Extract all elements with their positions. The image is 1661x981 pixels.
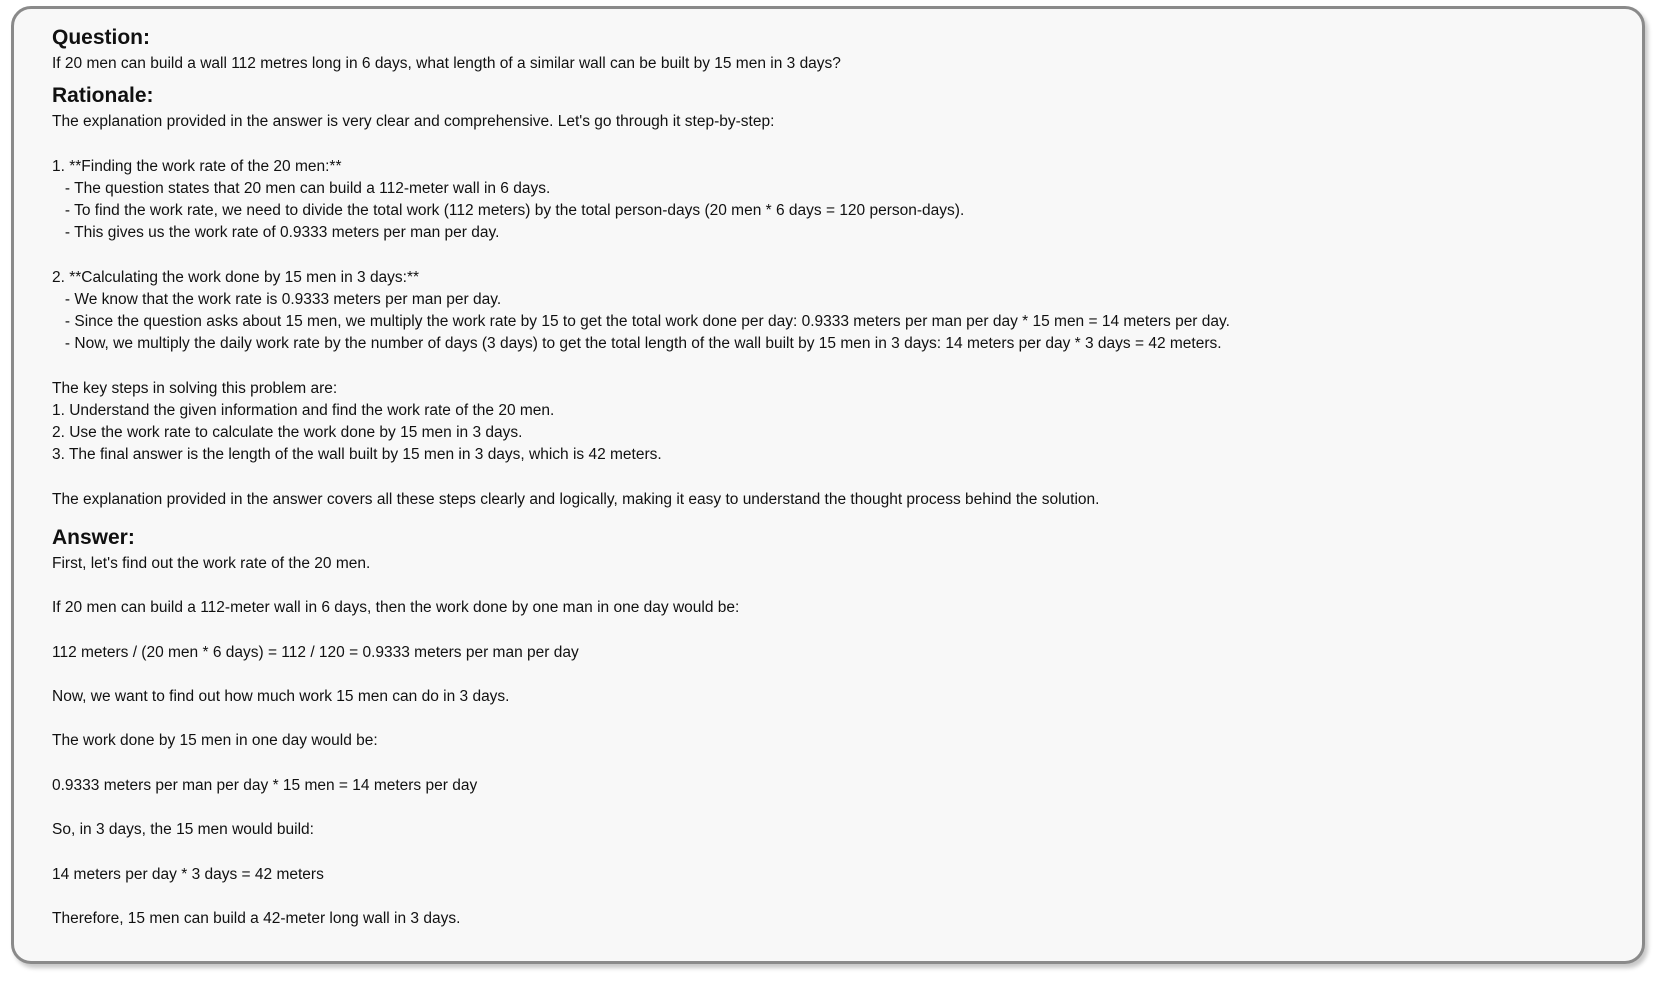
rationale-line: - The question states that 20 men can build a 112-meter wall in 6 days. bbox=[52, 179, 551, 197]
answer-line bbox=[52, 841, 1604, 863]
rationale-body bbox=[52, 111, 1604, 511]
rationale-line bbox=[52, 355, 1604, 377]
rationale-line: - We know that the work rate is 0.9333 meters per man per day. bbox=[52, 290, 502, 308]
answer-line: Now, we want to find out how much work 15 men can do in 3 days. bbox=[52, 687, 510, 705]
rationale-line: 2. Use the work rate to calculate the work done by 15 men in 3 days. bbox=[52, 424, 523, 441]
answer-line: If 20 men can build a 112-meter wall in 6 days, then the work done by one man in one day would be: bbox=[52, 599, 740, 617]
answer-line bbox=[52, 797, 1604, 819]
rationale-line: - Since the question asks about 15 men, we multiply the work rate by 15 to get the total work done per day: 0.9333 meters per man per day * 15 men = 14 meters per day. bbox=[52, 313, 1230, 330]
rationale-line: 1. Understand the given information and find the work rate of the 20 men. bbox=[52, 401, 555, 419]
question-text: If 20 men can build a wall 112 metres long in 6 days, what length of a similar wall can be built by 15 men in 3 days? bbox=[52, 55, 841, 72]
question-heading: Question: bbox=[52, 26, 150, 49]
answer-line bbox=[52, 708, 1604, 730]
rationale-line: 3. The final answer is the length of the wall built by 15 men in 3 days, which is 42 meters. bbox=[52, 446, 662, 464]
rationale-line: - Now, we multiply the daily work rate by the number of days (3 days) to get the total length of the wall built by 15 men in 3 days: 14 meters per day * 3 days = 42 meters. bbox=[52, 335, 1222, 353]
rationale-line: - This gives us the work rate of 0.9333 meters per man per day. bbox=[52, 224, 500, 242]
answer-line bbox=[52, 664, 1604, 686]
answer-body bbox=[52, 553, 1604, 930]
rationale-line: 2. **Calculating the work done by 15 men in 3 days:** bbox=[52, 268, 420, 286]
answer-line: So, in 3 days, the 15 men would build: bbox=[52, 821, 314, 839]
rationale-line bbox=[52, 133, 1604, 155]
answer-line bbox=[52, 886, 1604, 908]
answer-line: First, let's find out the work rate of the 20 men. bbox=[52, 554, 371, 572]
rationale-line bbox=[52, 466, 1604, 488]
answer-line: Therefore, 15 men can build a 42-meter long wall in 3 days. bbox=[52, 909, 461, 927]
rationale-heading: Rationale: bbox=[52, 84, 154, 108]
answer-line bbox=[52, 619, 1604, 641]
answer-line: 0.9333 meters per man per day * 15 men = 14 meters per day bbox=[52, 776, 478, 794]
rationale-line: The explanation provided in the answer is very clear and comprehensive. Let's go through it step-by-step: bbox=[52, 113, 775, 131]
answer-line: The work done by 15 men in one day would be: bbox=[52, 732, 378, 750]
rationale-line: The explanation provided in the answer covers all these steps clearly and logically, making it easy to understand the thought process behind the solution. bbox=[52, 490, 1100, 508]
answer-line bbox=[52, 753, 1604, 775]
rationale-line: - To find the work rate, we need to divide the total work (112 meters) by the total person-days (20 men * 6 days = 120 person-days). bbox=[52, 202, 965, 219]
answer-line: 14 meters per day * 3 days = 42 meters bbox=[52, 865, 324, 883]
qa-card bbox=[11, 6, 1645, 964]
rationale-line: 1. **Finding the work rate of the 20 men:** bbox=[52, 157, 342, 175]
answer-line bbox=[52, 575, 1604, 597]
answer-line: 112 meters / (20 men * 6 days) = 112 / 120 = 0.9333 meters per man per day bbox=[52, 643, 579, 661]
rationale-line bbox=[52, 244, 1604, 266]
answer-heading: Answer: bbox=[52, 525, 135, 549]
rationale-line: The key steps in solving this problem are: bbox=[52, 379, 338, 397]
